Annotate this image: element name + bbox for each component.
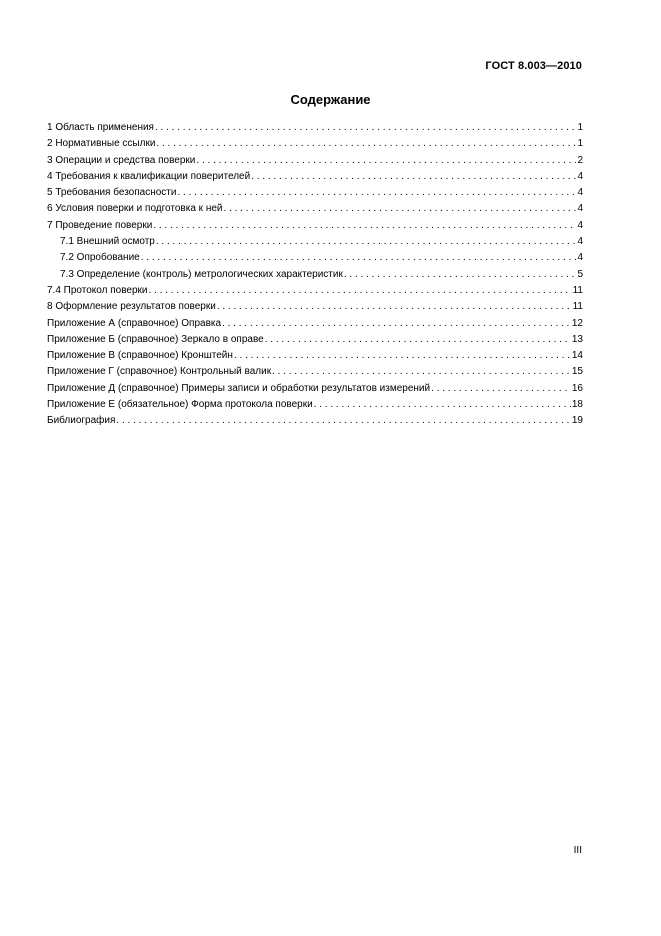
toc-entry [47,348,583,364]
toc-leader-dots [251,169,576,185]
toc-leader-dots [234,348,571,364]
toc-entry-label: Приложение Г (справочное) Контрольный валик [47,366,272,378]
table-of-contents [47,120,583,430]
toc-entry-page: 4 [577,252,583,264]
toc-leader-dots [156,234,577,250]
toc-entry-page: 14 [571,350,583,362]
toc-entry [47,201,583,217]
toc-entry-page: 13 [571,333,583,345]
toc-entry-page: 4 [577,236,583,248]
toc-entry [47,136,583,152]
toc-entry-page: 1 [577,138,583,150]
toc-subentry [47,267,583,283]
toc-entry [47,169,583,185]
toc-leader-dots [314,397,571,413]
toc-entry [47,299,583,315]
toc-leader-dots [431,381,571,397]
toc-leader-dots [177,185,576,201]
toc-entry-label: Приложение Д (справочное) Примеры записи и обработки результатов измерений [47,382,431,394]
toc-entry-label: 7.4 Протокол поверки [47,284,148,296]
toc-entry-label: 7.1 Внешний осмотр [60,236,155,248]
toc-leader-dots [196,153,576,169]
toc-entry-label: Приложение А (справочное) Оправка [47,317,222,329]
toc-leader-dots [217,299,572,315]
toc-entry [47,397,583,413]
toc-entry [47,364,583,380]
toc-entry-label: Приложение Е (обязательное) Форма протокола поверки [47,399,313,411]
toc-entry-label: Приложение В (справочное) Кронштейн [47,350,233,362]
toc-entry-page: 4 [577,187,583,199]
toc-entry [47,316,583,332]
toc-entry-page: 4 [577,219,583,231]
toc-leader-dots [141,250,577,266]
toc-entry-page: 11 [572,284,583,296]
toc-leader-dots [265,332,571,348]
toc-leader-dots [149,283,572,299]
toc-entry-page: 16 [571,382,583,394]
toc-leader-dots [344,267,577,283]
toc-leader-dots [224,201,577,217]
toc-entry-page: 1 [577,122,583,133]
toc-entry [47,120,583,136]
toc-title: Содержание [290,92,371,107]
toc-entry-page: 4 [577,203,583,215]
toc-entry-label: 3 Операции и средства поверки [47,154,196,166]
toc-entry-label: 7 Проведение поверки [47,219,153,231]
toc-entry-page: 19 [571,415,583,427]
toc-entry-page: 18 [571,399,583,411]
toc-leader-dots [272,364,571,380]
toc-entry-label: Приложение Б (справочное) Зеркало в оправе [47,333,264,345]
toc-entry-page: 15 [571,366,583,378]
toc-entry [47,218,583,234]
toc-entry [47,153,583,169]
toc-entry-label: 4 Требования к квалификации поверителей [47,170,251,182]
toc-entry-page: 4 [577,170,583,182]
toc-leader-dots [155,120,576,136]
toc-entry-label: 7.2 Опробование [60,252,140,264]
toc-subentry [47,234,583,250]
toc-entry [47,381,583,397]
toc-entry-page: 11 [572,301,583,313]
toc-entry-page: 2 [577,154,583,166]
toc-entry-label: 5 Требования безопасности [47,187,177,199]
toc-leader-dots [222,316,571,332]
toc-leader-dots [116,413,570,429]
toc-entry-label: 1 Область применения [47,122,154,133]
document-code: ГОСТ 8.003—2010 [485,60,582,72]
toc-subentry [47,250,583,266]
toc-entry-label: 7.3 Определение (контроль) метрологических характеристик [60,268,343,280]
toc-entry [47,332,583,348]
toc-entry [47,413,583,429]
toc-entry-label: 6 Условия поверки и подготовка к ней [47,203,223,215]
toc-entry-page: 12 [571,317,583,329]
toc-entry-label: Библиография [47,415,116,427]
toc-entry-label: 2 Нормативные ссылки [47,138,156,150]
toc-leader-dots [153,218,576,234]
toc-entry-label: 8 Оформление результатов поверки [47,301,216,313]
toc-leader-dots [156,136,576,152]
page-number: III [573,845,582,856]
toc-entry [47,283,583,299]
toc-entry [47,185,583,201]
toc-entry-page: 5 [577,268,583,280]
